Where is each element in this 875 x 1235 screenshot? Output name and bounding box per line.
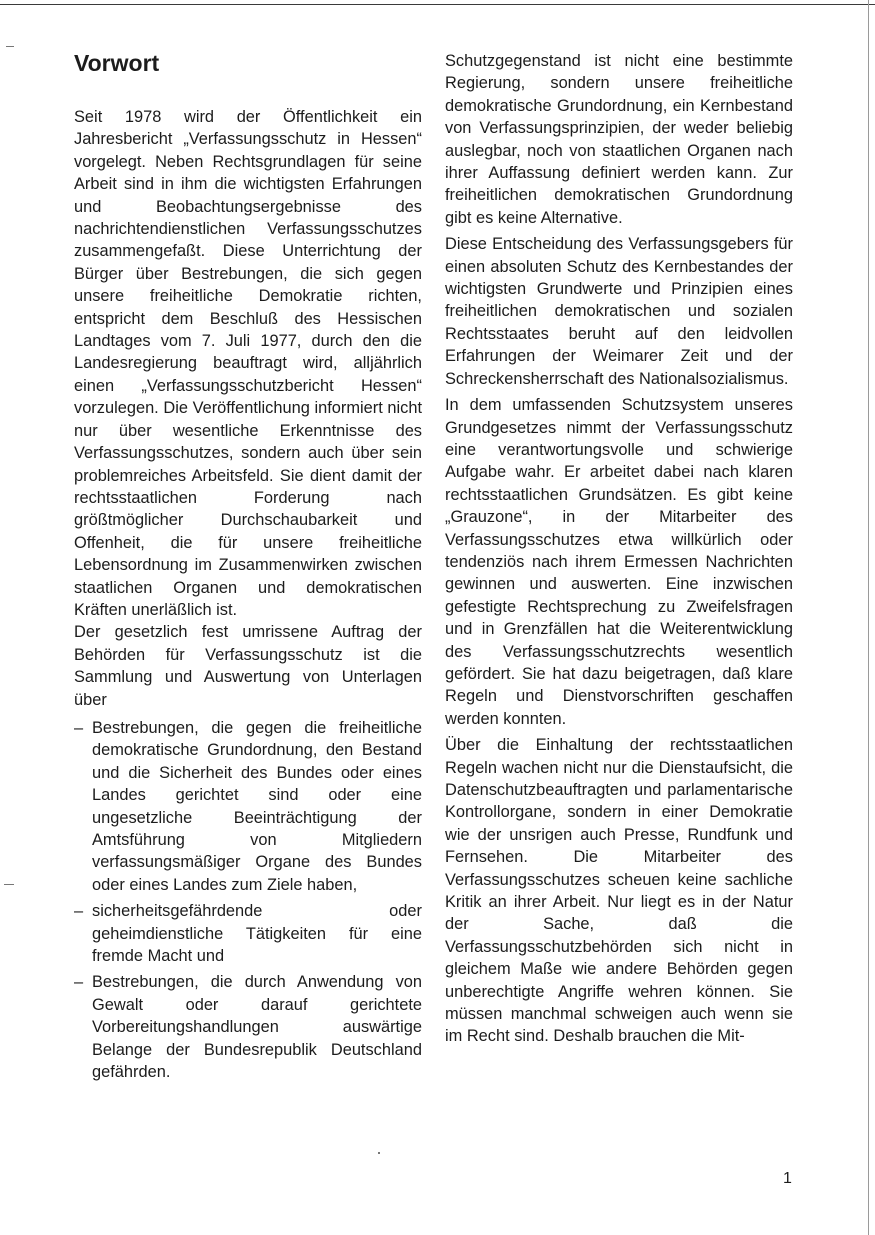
page-top-edge <box>0 4 875 5</box>
right-column <box>445 50 793 1048</box>
decision-paragraph: Diese Entscheidung des Verfassungsgebers für einen absoluten Schutz des Kernbestandes der wichtigsten Grundwerte und Prinzipien eines freiheitlichen demokratischen und sozialen Rechtsstaates beruht auf den leidvollen Erfahrungen der Weimarer Zeit und der Schreckensherrschaft des Nationalsozialismus. <box>445 235 793 388</box>
left-column <box>74 50 422 1087</box>
list-item-text: Bestrebungen, die gegen die freiheitliche demokratische Grundordnung, den Bestand und die Sicherheit des Bundes oder eines Landes gerichtet sind oder eine ungesetzliche Beeinträchtigung der Amtsführung von Mitgliedern verfassungsmäßiger Organe des Bundes oder eines Landes zum Ziele haben, <box>92 718 422 894</box>
scan-speck <box>378 1152 380 1154</box>
list-dash: – <box>74 902 84 921</box>
list-dash: – <box>74 718 84 737</box>
list-dash: – <box>74 973 84 992</box>
list-item <box>74 900 422 967</box>
list-item <box>74 971 422 1083</box>
list-item-text: sicherheitsgefährdende oder geheimdienstliche Tätigkeiten für eine fremde Macht und <box>92 902 422 966</box>
scan-speck <box>6 46 14 47</box>
page-right-edge <box>868 0 869 1235</box>
intro-paragraph: Seit 1978 wird der Öffentlichkeit ein Jahresbericht „Verfassungsschutz in Hessen“ vorgelegt. Neben Rechtsgrundlagen für seine Arbeit sind in ihm die wichtigsten Erfahrungen und Beobachtungsergebnisse des nachrichtendienstlichen Verfassungsschutzes zusammengefaßt. Diese Unterrichtung der Bürger über Bestrebungen, die sich gegen unsere freiheitliche Demokratie richten, entspricht dem Beschluß des Hessischen Landtages vom 7. Juli 1977, durch den die Landesregierung beauftragt wird, alljährlich einen „Verfassungsschutzbericht Hessen“ vorzulegen. Die Veröffentlichung informiert nicht nur über wesentliche Erkenntnisse des Verfassungsschutzes, sondern auch über sein problemreiches Arbeitsfeld. Sie dient damit der rechtsstaatlichen Forderung nach größtmöglicher Durchschaubarkeit und Offenheit, die für unsere freiheitliche Lebensordnung im Zusammenwirken zwischen staatlichen Organen und demokratischen Kräften unerläßlich ist. <box>74 108 422 619</box>
system-paragraph: In dem umfassenden Schutzsystem unseres Grundgesetzes nimmt der Verfassungsschutz eine verantwortungsvolle und schwierige Aufgabe wahr. Er arbeitet dabei nach klaren rechtsstaatlichen Grundsätzen. Es gibt keine „Grauzone“, in der Mitarbeiter des Verfassungsschutzes etwa willkürlich oder tendenziös nach ihrem Ermessen Nachrichten gewinnen und auswerten. Eine inzwischen gefestigte Rechtsprechung zu Zweifelsfragen und in Grenzfällen hat die Weiterentwicklung des Verfassungsschutzrechts wesentlich gefördert. Sie hat dazu beigetragen, daß klare Regeln und Dienstvorschriften geschaffen werden konnten. <box>445 396 793 728</box>
scan-speck <box>4 884 14 885</box>
page-title: Vorwort <box>74 50 160 76</box>
protection-paragraph: Schutzgegenstand ist nicht eine bestimmte Regierung, sondern unsere freiheitliche demokratische Grundordnung, ein Kernbestand von Verfassungsprinzipien, der weder beliebig auslegbar, noch von staatlichen Organen nach ihrer Auffassung definiert werden kann. Zur freiheitlichen demokratischen Grundordnung gibt es keine Alternative. <box>445 52 793 227</box>
mandate-paragraph: Der gesetzlich fest umrissene Auftrag der Behörden für Verfassungsschutz ist die Sammlung und Auswertung von Unterlagen über <box>74 623 422 709</box>
mandate-list <box>74 717 422 1084</box>
page-number: 1 <box>783 1170 792 1187</box>
list-item <box>74 717 422 896</box>
list-item-text: Bestrebungen, die durch Anwendung von Gewalt oder darauf gerichtete Vorbereitungshandlungen auswärtige Belange der Bundesrepublik Deutschland gefährden. <box>92 973 422 1082</box>
oversight-paragraph: Über die Einhaltung der rechtsstaatlichen Regeln wachen nicht nur die Dienstaufsicht, die Datenschutzbeauftragten und parlamentarische Kontrollorgane, sondern in einer Demokratie wie der unsrigen auch Presse, Rundfunk und Fernsehen. Die Mitarbeiter des Verfassungsschutzes scheuen keine sachliche Kritik an ihrer Arbeit. Nur liegt es in der Natur der Sache, daß die Verfassungsschutzbehörden sich nicht in gleichem Maße wie andere Behörden gegen unberechtigte Angriffe wehren können. Sie müssen manchmal schweigen auch wenn sie im Recht sind. Deshalb brauchen die Mit- <box>445 736 793 1046</box>
